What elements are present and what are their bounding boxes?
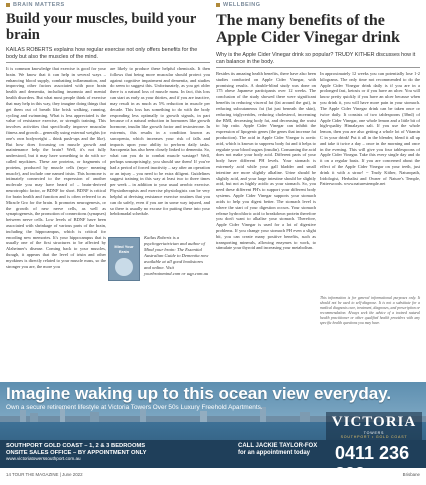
ad-website-link[interactable]: www.victoriatowerssouthport.com.au — [6, 456, 81, 462]
left-byline: KAILAS ROBERTS explains how regular exercise not only offers benefits for the body but also the muscles of the mind. — [6, 47, 198, 60]
ad-call-text — [238, 443, 317, 457]
footer-edition: Brisbane — [402, 472, 420, 477]
left-headline: Build your muscles, build your brain — [6, 11, 197, 43]
address-line-2: ONSITE SALES OFFICE – BY APPOINTMENT ONLY — [6, 449, 147, 456]
logo-place-text: SOUTHPORT • GOLD COAST — [340, 435, 408, 439]
ad-headline: Imagine waking up to this ocean view everyday. — [6, 384, 392, 403]
right-body-text-1: Besides its amazing health benefits, there have also been studies conducted on Apple Cider Vinegar, with promising results. A double-blind study was done on 175 obese Japanese participants over 12 weeks. The conclusion of the study showed there were significant benefits in reducing visceral fat (fat around the gut), in reducing subcutaneous fat (fat just beneath the skin), reducing triglycerides, reducing cholesterol, increasing the BMI, decreasing body fat, and decreasing the waist to hip ratio. Apple Cider Vinegar can inhibit the expression of lipogenic genes (the genes that increase fat production). The acid in Apple Cider Vinegar is acetic acid, which is known to suppress body fat and it helps to regulate your blood sugars (insulin). Consuming the acid does not make your body acid. Different parts of your body have different PH levels. Your stomach is extremely acid while your gall bladder and small intestine are more slightly alkaline. Urine should be slightly acid, and your large intestine should be slightly acid, but not as highly acidic as your stomach. So, you need these different PH's to support your different body systems. Apple Cider Vinegar supports your stomach acids to help you digest better. The stomach level is where the start of your digestion occurs. Your stomach release hydrochloric acid to breakdown protein therefore you don't want to alkalise your stomach. Therefore, Apple Cider Vinegar is used for a lot of digestive problems. If you change your stomach PH even a slight bit, you can create many positive benefits, such as transporting minerals, allowing enzymes to work, to stimulate your thyroid and increasing your metabolism. — [216, 71, 316, 251]
divider — [6, 62, 210, 63]
ad-address — [6, 443, 206, 462]
address-line-1: SOUTHPORT GOLD COAST – 1, 2 & 3 BEDROOMS — [6, 443, 146, 449]
left-column-1 — [6, 66, 106, 378]
call-line-2: for an appointment today — [238, 449, 310, 456]
page-footer — [0, 470, 426, 480]
call-line-1: CALL JACKIE TAYLOR-FOX — [238, 443, 318, 449]
section-label: BRAIN MATTERS — [13, 2, 65, 8]
left-body-text-2: are likely to produce these helpful chemicals. It then follows that being more muscular should protect you against cognitive impairment and dementia, and studies do seem to suggest this. Unfortunately, as you get older there is a natural loss of muscle mass. In fact, this loss can start as early as your thirties, and if you are inactive, may result in as much as 5% reduction in muscle per decade. This loss has something to do with the body responding less optimally to growth signals, in part because of a natural reduction in hormones like growth hormone, insulin like growth factor and testosterone. In extremis, this results in a condition known as sarcopenia, which increases your risk of falls and impacts upon your ability to perform daily tasks. Sarcopenia has also been closely linked to dementia. So, what can you do to combat muscle wastage? Well, perhaps unsurprisingly, you should use them! If you've had a period of forced inactivity – say after an operation or an injury – you need to be extra diligent. Guidelines suggest training in this way at least two to three times per week – in addition to your usual aerobic exercise. Physiotherapists and exercise physiologists can be very helpful at devising resistance exercise routines that you can do safely, even if you are in some way injured, and so there is usually no excuse for putting these into your hebdomadal schedule. — [110, 66, 210, 217]
ad-phone-number[interactable]: 0411 236 823 — [335, 443, 410, 484]
footer-page-info: 14 TOUR THE MAGAZINE | June 2022 — [6, 472, 83, 477]
right-column-2 — [320, 71, 420, 291]
right-body-text-2: In approximately 12 weeks you can potentially lose 1-2 kilograms. The only time not recommended to do the Apple Cider Vinegar drink daily is if you are in a prolonged fast, ketosis or if you have an ulcer. You will know pretty quickly if you have an ulcer because when you drink it, you will have more pain in your stomach. The Apple Cider Vinegar drink can be taken once or twice daily. It consists of two tablespoons (30ml) of Apple Cider Vinegar, one whole lemon and a little bit of high-quality Himalayan salt. If you use the whole lemon, then you are also getting a whole lot of Vitamin C in your drink! Put it all in the blender, blend it all up and take it twice a day – once in the morning and once in the evening. This will give you four tablespoons of Apple Cider Vinegar. Take this every single day and do it on a regular basis. If you are concerned about the effect of the Apple Cider Vinegar on your teeth, just drink it with a straw! ~ Trudy Kither, Naturopath, Iridologist, Herbalist and Owner of Nature's Temple, Patterwoods. www.naturestemple.net — [320, 71, 420, 187]
section-marker-icon — [216, 3, 220, 7]
book-caption: Kailas Roberts is a psychogeriatrician and author of Mind your brain: The Essential Australian Guide to Dementia now available at all good bookstores and online. Visit yourbrainmind.com or uqp.com.au — [144, 235, 209, 276]
disclaimer — [320, 296, 420, 356]
section-tag-brain-matters — [6, 2, 65, 8]
book-cover-image — [108, 237, 140, 281]
section-tag-wellbeing — [216, 2, 261, 8]
section-marker-icon — [6, 3, 10, 7]
brain-icon — [115, 258, 133, 276]
divider — [216, 67, 420, 68]
logo-main-text: VICTORIA — [331, 414, 417, 430]
right-column-1 — [216, 71, 316, 378]
ad-subline: Own a secure retirement lifestyle at Victoria Towers Over 50s Luxury Freehold Apartments. — [6, 404, 263, 411]
disclaimer-text: This information is for general informational purposes only. It should not be used to self-diagnose. It is not a substitute for a medical diagnosis cure, treatment, diagnoses, and prescription or recommendation. Always seek the advice of a trained natural health practitioner or other qualified health providers with any specific health questions you may have. — [320, 296, 420, 325]
book-cover-title: Mind Your Brain — [114, 244, 134, 254]
left-column-2 — [110, 66, 210, 232]
logo-sub-text: TOWERS — [363, 431, 385, 435]
left-body-text-1: It is common knowledge that exercise is good for your brain. We know that it can help in several ways – enhancing blood supply, combatting inflammation, and improving other factors associated with poor brain health and dementia, including insomnia and mental health disorders. But what most people think of exercise that may help in this way, they imagine doing things that get them out of breath like brisk walking, running, cycling and swimming. What is less appreciated is the value of resistance exercise, or strength training. This involves activities that specifically improve muscular fitness and growth – generally using external weights (or one's own bodyweight – think push-ups and the like). But how does focussing on muscle growth and maintenance help the brain? Well, it's not fully understood, but it may have something to do with so-called myokines. These are proteins, or fragments of proteins, produced by muscle cells (myo- meaning muscle), and include one named irisin. This hormone is intimately connected to the expression of another molecule you may have heard of – brain-derived neurotrophic factor, or BDNF for short. BDNF is critical for brain health and function and is often referred to as Miracle Gro for the brain. It promotes neurogenesis, or the growth of new nerve cells, as well as synaptogenesis, the promotion of connections (synapses) between nerve cells. Low levels of BDNF have been associated with shrinkage of various parts of the brain, including the hippocampus, which is critical for encoding new memories. It's your hippocampus that is usually one of the first structures to be affected by Alzheimer's disease. Coming back to your muscles, though, it appears that the level of irisin and other myokines is directly related to your muscle mass, so the stronger you are, the more you — [6, 66, 106, 269]
right-byline: Why is the Apple Cider Vinegar drink so popular? TRUDY KITHER discusses how it can balance in the body. — [216, 52, 416, 65]
right-headline: The many benefits of the Apple Cider Vinegar drink — [216, 12, 400, 47]
section-label: WELLBEING — [223, 2, 261, 8]
book-promo — [108, 235, 210, 297]
